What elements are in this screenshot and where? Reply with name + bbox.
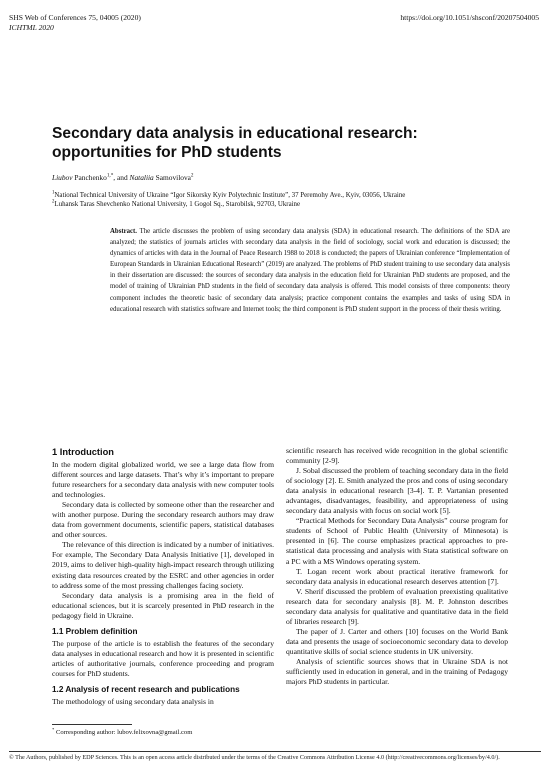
footnote-divider xyxy=(52,724,132,725)
license-divider xyxy=(9,751,541,752)
paper-title: Secondary data analysis in educational research: opportunities for PhD students xyxy=(52,125,418,161)
paragraph: T. Logan recent work about practical iterative framework for secondary data analysis in educational research deserves attention [7]. xyxy=(286,566,508,586)
author-separator: , and xyxy=(113,173,130,182)
author-2-surname: Samovilova xyxy=(155,173,191,182)
section-heading-introduction: 1 Introduction xyxy=(52,447,114,457)
paragraph: The relevance of this direction is indicated by a number of initiatives. For example, The Secondary Data Analysis Initiative [1], developed in 2019, aims to deliver high-quality high-impact research through utilizing existing data resources created by the ESRC and other agencies in order to address some of the most pressing challenges facing society. xyxy=(52,540,274,590)
license-text: © The Authors, published by EDP Sciences. This is an open access article distributed under the terms of the Creative Commons Attribution License 4.0 (http://creativecommons.org/licenses/by/4.0/). xyxy=(9,754,500,761)
footnote-mark: * xyxy=(52,726,55,732)
affiliation-1 xyxy=(52,191,522,200)
paragraph: The purpose of the article is to establish the features of the secondary data analyses in educational research and how it is presented in scientific articles of authoritative journals, conference proceeding and program courses for PhD students. xyxy=(52,638,274,678)
paragraph: In the modern digital globalized world, we see a large data flow from different sources and large datasets. That’s why it’s important to prepare future researchers for a secondary data analysis with new computer tools and technologies. xyxy=(52,460,274,500)
section-heading-recent-research: 1.2 Analysis of recent research and publications xyxy=(52,684,240,694)
footnote xyxy=(52,726,193,736)
footnote-text: Corresponding author: lubov.felixovna@gmail.com xyxy=(54,729,193,736)
author-1-surname: Panchenko xyxy=(74,173,107,182)
affiliation-1-number: 1 xyxy=(52,190,55,196)
conference-name: ICHTML 2020 xyxy=(9,23,54,32)
author-1-first-name: Liubov xyxy=(52,173,73,182)
paragraph: V. Sherif discussed the problem of evaluation preexisting qualitative research data for secondary analysis [8]. M. P. Johnston describes secondary data analysis for qualitative and quantitative data in the field of libraries research [9]. xyxy=(286,586,508,626)
abstract-text: The article discusses the problem of using secondary data analysis (SDA) in educational research. The definitions of the SDA are analyzed; the statistics of journals articles with secondary data analysis in the field of sociology, social work and education is discussed; the dynamics of articles with data in the Journal of Peace Research 1988 to 2018 is conducted; the papers of Ukrainian conference “Implementation of European Standards in Ukrainian Educational Research” (2019) are analyzed. The problems of PhD student training to use secondary data analysis in their dissertation are discussed: the sources of secondary data analysis in the education field for Ukrainian PhD students are proposed, and the model of training of Ukrainian PhD students in the field of secondary data analysis is offered. This model consists of three components: theory component includes the theoretic basic of secondary data analysis; practice component contains the examples and tasks of using SDA in educational research with statistics software and Internet tools; the third component is PhD student support in the process of their thesis writing. xyxy=(110,228,510,313)
paragraph: Secondary data is collected by someone other than the researcher and with another purpose. During the secondary research authors may draw data from government documents, scientific papers, statistical databases and other sources. xyxy=(52,500,274,540)
paragraph: J. Sobal discussed the problem of teaching secondary data in the field of sociology [2]. E. Smith analyzed the pros and cons of using secondary data analysis in educational research [3-4]. T. P. Vartanian presented advantages, disadvantages, feasibility, and appropriateness of using secondary data analysis with focus on social work [5]. xyxy=(286,466,508,516)
affiliation-2-number: 2 xyxy=(52,199,55,205)
paragraph: “Practical Methods for Secondary Data Analysis” course program for students of School of Public Health (University of Minnesota) is presented in [6]. The course emphasizes practical approaches to pre-statistical data processing and analysis with Stata statistical software on a PC with a MS Windows operating system. xyxy=(286,516,508,566)
author-line xyxy=(52,173,194,182)
left-column xyxy=(52,446,274,707)
journal-header xyxy=(9,13,141,33)
paragraph: The methodology of using secondary data analysis in xyxy=(52,696,214,706)
affiliation-1-text: National Technical University of Ukraine “Igor Sikorsky Kyiv Polytechnic Institute”, 37 Peremohy Ave., Kyiv, 03056, Ukraine xyxy=(54,192,406,199)
paragraph: scientific research has received wide recognition in the global scientific community [2-9]. xyxy=(286,446,508,466)
abstract xyxy=(110,226,510,315)
journal-citation: SHS Web of Conferences 75, 04005 (2020) xyxy=(9,13,141,22)
affiliation-2 xyxy=(52,200,522,209)
author-2-affiliation-mark: 2 xyxy=(190,172,194,179)
doi-link[interactable]: https://doi.org/10.1051/shsconf/20207504005 xyxy=(400,13,539,22)
author-1-affiliation-mark: 1,* xyxy=(106,172,114,179)
right-column xyxy=(286,446,508,687)
author-2-first-name: Nataliia xyxy=(129,173,154,182)
affiliation-2-text: Luhansk Taras Shevchenko National University, 1 Gogol Sq., Starobilsk, 92703, Ukraine xyxy=(54,201,301,208)
paragraph: The paper of J. Carter and others [10] focuses on the World Bank data and presents the usage of socioeconomic secondary data to develop quantitative skills of social science students in UK university. xyxy=(286,626,508,656)
paragraph: Secondary data analysis is a promising area in the field of educational sciences, but it is scarcely presented in PhD research in the pedagogy field in Ukraine. xyxy=(52,590,274,620)
paragraph: Analysis of scientific sources shows that in Ukraine SDA is not sufficiently used in education in general, and in the training of Pedagogy majors PhD students in particular. xyxy=(286,656,508,687)
section-heading-problem-definition: 1.1 Problem definition xyxy=(52,626,138,636)
abstract-label: Abstract. xyxy=(110,228,137,235)
